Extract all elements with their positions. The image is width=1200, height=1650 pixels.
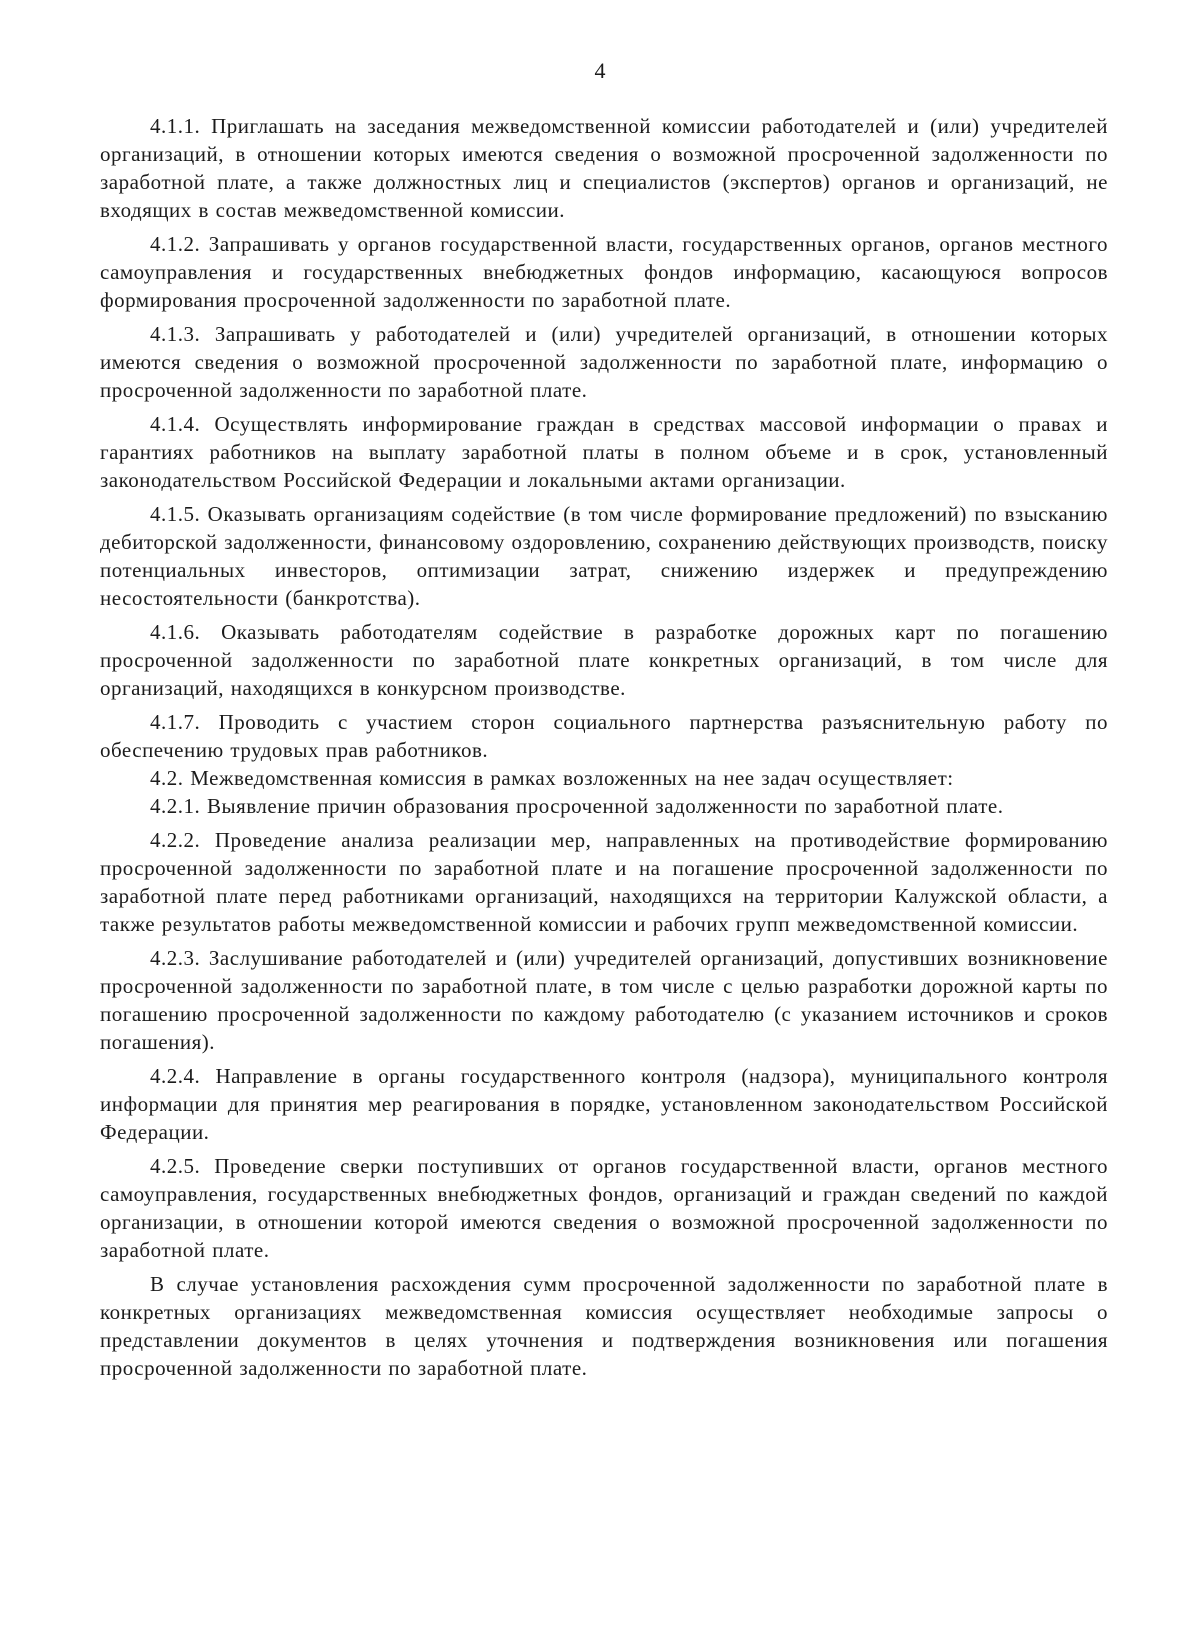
paragraph-4-1-4: 4.1.4. Осуществлять информирование граждан в средствах массовой информации о правах и гарантиях работников на выплату заработной платы в полном объеме и в срок, установленный законодательством Российской Федерации и локальными актами организации. [100, 412, 1108, 492]
paragraph-4-2: 4.2. Межведомственная комиссия в рамках возложенных на нее задач осуществляет: [150, 766, 954, 790]
paragraph-discrepancy: В случае установления расхождения сумм просроченной задолженности по заработной плате в конкретных организациях межведомственная комиссия осуществляет необходимые запросы о представлении документов в целях уточнения и подтверждения возникновения или погашения просроченной задолженности по заработной плате. [100, 1272, 1108, 1380]
paragraph-4-1-6: 4.1.6. Оказывать работодателям содействие в разработке дорожных карт по погашению просроченной задолженности по заработной плате конкретных организаций, в том числе для организаций, находящихся в конкурсном производстве. [100, 620, 1108, 700]
paragraph-4-1-7: 4.1.7. Проводить с участием сторон социального партнерства разъяснительную работу по обеспечению трудовых прав работников. [100, 710, 1108, 762]
paragraph-4-2-1: 4.2.1. Выявление причин образования просроченной задолженности по заработной плате. [150, 794, 1004, 818]
paragraph-4-2-4: 4.2.4. Направление в органы государственного контроля (надзора), муниципального контроля информации для принятия мер реагирования в порядке, установленном законодательством Российской Федерации. [100, 1064, 1108, 1144]
paragraph-4-1-2: 4.1.2. Запрашивать у органов государственной власти, государственных органов, органов местного самоуправления и государственных внебюджетных фондов информацию, касающуюся вопросов формирования просроченной задолженности по заработной плате. [100, 232, 1108, 312]
paragraph-4-2-2: 4.2.2. Проведение анализа реализации мер, направленных на противодействие формированию просроченной задолженности по заработной плате и на погашение просроченной задолженности по заработной плате перед работниками организаций, находящихся на территории Калужской области, а также результатов работы межведомственной комиссии и рабочих групп межведомственной комиссии. [100, 828, 1108, 936]
paragraph-4-2-3: 4.2.3. Заслушивание работодателей и (или) учредителей организаций, допустивших возникновение просроченной задолженности по заработной плате, в том числе с целью разработки дорожной карты по погашению просроченной задолженности по каждому работодателю (с указанием источников и сроков погашения). [100, 946, 1108, 1054]
paragraph-4-2-5: 4.2.5. Проведение сверки поступивших от органов государственной власти, органов местного самоуправления, государственных внебюджетных фондов, организаций и граждан сведений по каждой организации, в отношении которой имеются сведения о возможной просроченной задолженности по заработной плате. [100, 1154, 1108, 1262]
paragraph-4-1-1: 4.1.1. Приглашать на заседания межведомственной комиссии работодателей и (или) учредителей организаций, в отношении которых имеются сведения о возможной просроченной задолженности по заработной плате, а также должностных лиц и специалистов (экспертов) органов и организаций, не входящих в состав межведомственной комиссии. [100, 114, 1108, 222]
paragraph-4-1-3: 4.1.3. Запрашивать у работодателей и (или) учредителей организаций, в отношении которых имеются сведения о возможной просроченной задолженности по заработной плате, информацию о просроченной задолженности по заработной плате. [100, 322, 1108, 402]
document-body [100, 112, 1108, 1382]
page-number: 4 [594, 58, 606, 83]
paragraph-4-1-5: 4.1.5. Оказывать организациям содействие (в том числе формирование предложений) по взысканию дебиторской задолженности, финансовому оздоровлению, сохранению действующих производств, поиску потенциальных инвесторов, оптимизации затрат, снижению издержек и предупреждению несостоятельности (банкротства). [100, 502, 1108, 610]
